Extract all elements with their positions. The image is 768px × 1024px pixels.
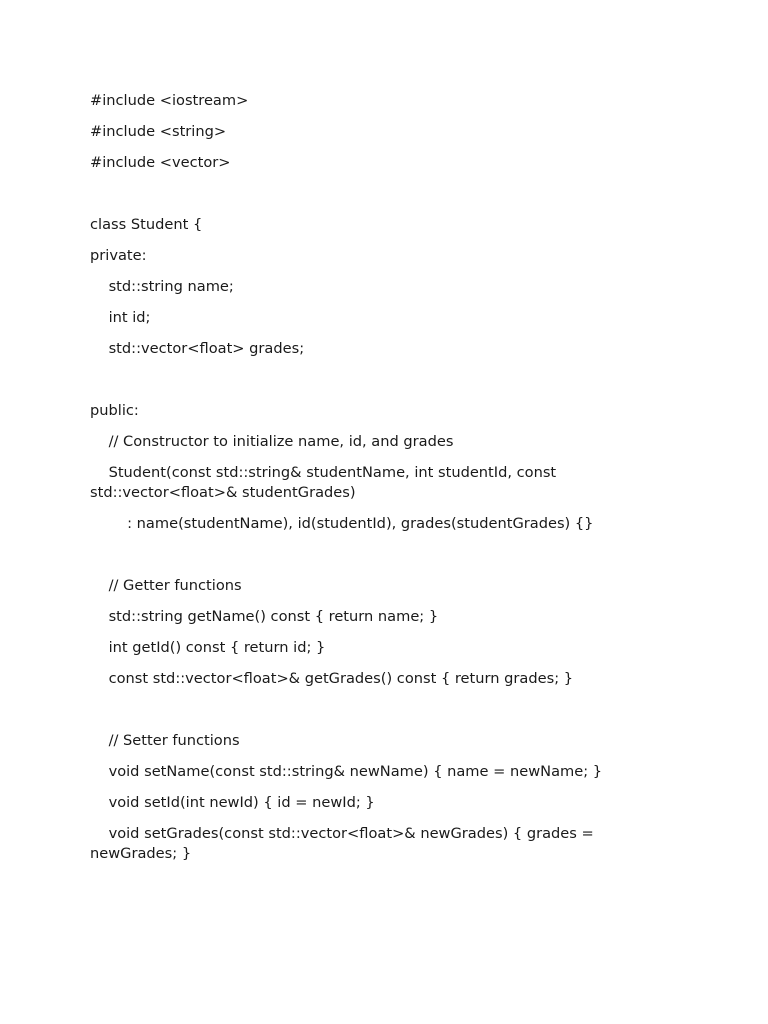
- code-line: std::vector<float> grades;: [90, 340, 305, 357]
- blank-line: [90, 370, 630, 390]
- code-line: std::string name;: [90, 278, 234, 295]
- blank-line: [90, 700, 630, 720]
- code-comment-line: // Setter functions: [90, 732, 240, 749]
- code-line: void setName(const std::string& newName) { name = newName; }: [90, 763, 603, 780]
- code-line: #include <vector>: [90, 154, 231, 171]
- blank-line: [90, 184, 630, 204]
- code-line: public:: [90, 402, 139, 419]
- code-line: Student(const std::string& studentName, int studentId, const std::vector<float>& studentGrades): [90, 464, 561, 501]
- code-line: int id;: [90, 309, 151, 326]
- code-line: private:: [90, 247, 147, 264]
- code-line: std::string getName() const { return name; }: [90, 608, 439, 625]
- code-line: #include <string>: [90, 123, 227, 140]
- blank-line: [90, 545, 630, 565]
- code-line: void setGrades(const std::vector<float>& newGrades) { grades = newGrades; }: [90, 825, 599, 862]
- code-comment-line: // Constructor to initialize name, id, and grades: [90, 433, 454, 450]
- code-line: class Student {: [90, 216, 203, 233]
- code-line: void setId(int newId) { id = newId; }: [90, 794, 375, 811]
- code-line: #include <iostream>: [90, 92, 249, 109]
- code-line: : name(studentName), id(studentId), grades(studentGrades) {}: [90, 515, 594, 532]
- code-comment-line: // Getter functions: [90, 577, 242, 594]
- code-line: const std::vector<float>& getGrades() const { return grades; }: [90, 670, 574, 687]
- code-text-body: [90, 91, 630, 875]
- code-line: int getId() const { return id; }: [90, 639, 326, 656]
